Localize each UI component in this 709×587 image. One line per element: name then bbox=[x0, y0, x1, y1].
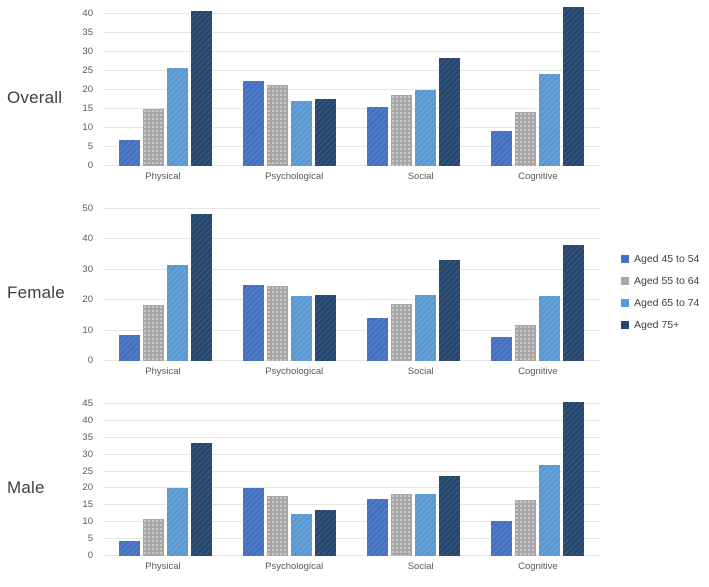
bar bbox=[315, 99, 336, 166]
x-category-label: Psychological bbox=[265, 561, 324, 572]
y-tick-label: 20 bbox=[82, 294, 93, 306]
y-tick-label: 30 bbox=[82, 263, 93, 275]
chart-overall bbox=[0, 0, 709, 195]
chart-row-label-female: Female bbox=[7, 282, 65, 302]
bar-group-physical bbox=[119, 11, 212, 166]
y-tick-label: 20 bbox=[82, 84, 93, 95]
y-tick-label: 0 bbox=[87, 550, 93, 561]
y-tick-label: 50 bbox=[82, 203, 93, 214]
bar bbox=[143, 109, 164, 166]
bar bbox=[539, 296, 560, 361]
x-category-label: Social bbox=[407, 171, 434, 182]
bar-group-physical bbox=[119, 214, 212, 361]
x-axis-labels bbox=[103, 561, 600, 572]
bar bbox=[191, 214, 212, 361]
bar bbox=[291, 514, 312, 556]
legend-swatch-icon bbox=[621, 277, 629, 285]
y-tick-label: 40 bbox=[82, 233, 93, 245]
bar bbox=[143, 305, 164, 361]
plot-wrap bbox=[62, 398, 600, 561]
bar bbox=[119, 335, 140, 361]
bar bbox=[191, 443, 212, 556]
legend-item-aged-45-54 bbox=[621, 248, 699, 270]
bar bbox=[391, 95, 412, 166]
y-tick-label: 40 bbox=[82, 8, 93, 19]
x-category-label: Psychological bbox=[265, 171, 324, 182]
x-category-label: Cognitive bbox=[518, 171, 558, 182]
x-axis-spacer bbox=[62, 366, 103, 377]
bar-group-cognitive bbox=[491, 245, 584, 361]
bar bbox=[291, 296, 312, 361]
bar bbox=[267, 286, 288, 361]
bar bbox=[167, 68, 188, 166]
x-category-label: Social bbox=[407, 561, 434, 572]
y-tick-label: 45 bbox=[82, 398, 93, 409]
y-tick-label: 15 bbox=[82, 103, 93, 114]
legend-label: Aged 45 to 54 bbox=[634, 253, 700, 265]
y-tick-label: 0 bbox=[87, 160, 93, 171]
y-tick-label: 0 bbox=[87, 355, 93, 366]
bar bbox=[415, 295, 436, 361]
legend-item-aged-55-64 bbox=[621, 270, 699, 292]
y-tick-label: 10 bbox=[82, 516, 93, 528]
legend-item-aged-75plus bbox=[621, 314, 699, 336]
bars-row bbox=[103, 14, 600, 166]
x-category-label: Cognitive bbox=[518, 561, 558, 572]
bar bbox=[367, 318, 388, 361]
y-tick-label: 10 bbox=[82, 324, 93, 336]
bar-group-cognitive bbox=[491, 402, 584, 556]
bar bbox=[315, 510, 336, 556]
bar-group-psychological bbox=[243, 488, 336, 556]
bar bbox=[267, 496, 288, 556]
y-tick-label: 5 bbox=[87, 141, 93, 152]
bar bbox=[515, 325, 536, 361]
bar-group-social bbox=[367, 476, 460, 556]
y-tick-label: 35 bbox=[82, 431, 93, 443]
bar bbox=[243, 285, 264, 361]
y-tick-label: 40 bbox=[82, 414, 93, 426]
bar bbox=[563, 402, 584, 556]
bar bbox=[243, 81, 264, 167]
plot-area bbox=[103, 14, 600, 166]
plot-wrap bbox=[62, 203, 600, 366]
legend-label: Aged 75+ bbox=[634, 319, 680, 331]
legend-item-aged-65-74 bbox=[621, 292, 699, 314]
bar bbox=[267, 85, 288, 166]
bar bbox=[191, 11, 212, 166]
plot-wrap bbox=[62, 8, 600, 171]
y-axis bbox=[62, 398, 103, 561]
bar bbox=[439, 476, 460, 556]
chart-row-label-overall: Overall bbox=[7, 87, 63, 107]
bar bbox=[515, 112, 536, 166]
bar bbox=[291, 101, 312, 166]
bar bbox=[367, 499, 388, 556]
bar bbox=[539, 465, 560, 556]
legend bbox=[621, 248, 699, 336]
bar bbox=[439, 260, 460, 361]
bar bbox=[167, 488, 188, 556]
bar-group-social bbox=[367, 58, 460, 166]
bar bbox=[415, 90, 436, 166]
legend-swatch-icon bbox=[621, 321, 629, 329]
bar bbox=[491, 521, 512, 556]
chart-area bbox=[62, 390, 600, 585]
bar bbox=[563, 7, 584, 166]
plot-area bbox=[103, 209, 600, 361]
bars-row bbox=[103, 404, 600, 556]
bar-group-social bbox=[367, 260, 460, 361]
x-category-label: Cognitive bbox=[518, 366, 558, 377]
x-category-label: Physical bbox=[145, 561, 181, 572]
legend-swatch-icon bbox=[621, 255, 629, 263]
bar bbox=[491, 131, 512, 166]
bar bbox=[119, 541, 140, 556]
legend-label: Aged 55 to 64 bbox=[634, 275, 700, 287]
x-axis bbox=[62, 171, 600, 182]
bar bbox=[539, 74, 560, 166]
y-tick-label: 25 bbox=[82, 465, 93, 477]
y-tick-label: 30 bbox=[82, 46, 93, 57]
bar bbox=[119, 140, 140, 166]
chart-male bbox=[0, 390, 709, 585]
bar bbox=[243, 488, 264, 556]
x-category-label: Physical bbox=[145, 366, 181, 377]
bar-group-psychological bbox=[243, 81, 336, 167]
y-tick-label: 10 bbox=[82, 122, 93, 133]
x-axis bbox=[62, 366, 600, 377]
bar bbox=[415, 494, 436, 556]
y-tick-label: 20 bbox=[82, 482, 93, 494]
y-axis bbox=[62, 203, 103, 366]
bar bbox=[439, 58, 460, 166]
x-axis-spacer bbox=[62, 171, 103, 182]
bar bbox=[491, 337, 512, 361]
y-tick-label: 5 bbox=[87, 533, 93, 545]
y-axis bbox=[62, 8, 103, 171]
legend-swatch-icon bbox=[621, 299, 629, 307]
x-axis bbox=[62, 561, 600, 572]
y-tick-label: 15 bbox=[82, 499, 93, 511]
x-category-label: Social bbox=[407, 366, 434, 377]
bar bbox=[315, 295, 336, 361]
bars-row bbox=[103, 209, 600, 361]
bar-group-physical bbox=[119, 443, 212, 556]
bar bbox=[391, 494, 412, 556]
bar bbox=[391, 304, 412, 361]
bar-group-cognitive bbox=[491, 7, 584, 166]
legend-label: Aged 65 to 74 bbox=[634, 297, 700, 309]
bar bbox=[563, 245, 584, 361]
chart-female bbox=[0, 195, 709, 390]
bar bbox=[367, 107, 388, 166]
y-tick-label: 25 bbox=[82, 65, 93, 76]
bar-group-psychological bbox=[243, 285, 336, 361]
bar bbox=[515, 500, 536, 556]
x-axis-labels bbox=[103, 366, 600, 377]
chart-area bbox=[62, 0, 600, 195]
x-category-label: Psychological bbox=[265, 366, 324, 377]
plot-area bbox=[103, 404, 600, 556]
y-tick-label: 35 bbox=[82, 27, 93, 38]
bar bbox=[143, 519, 164, 556]
chart-area bbox=[62, 195, 600, 390]
x-category-label: Physical bbox=[145, 171, 181, 182]
x-axis-spacer bbox=[62, 561, 103, 572]
y-tick-label: 30 bbox=[82, 448, 93, 460]
x-axis-labels bbox=[103, 171, 600, 182]
chart-row-label-male: Male bbox=[7, 477, 45, 497]
bar bbox=[167, 265, 188, 361]
